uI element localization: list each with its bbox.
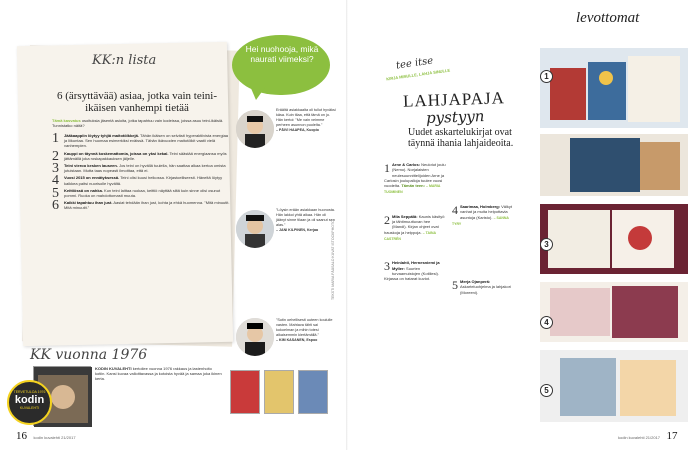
list-number: 1 — [52, 131, 59, 146]
history-title: KK vuonna 1976 — [30, 347, 148, 363]
list-item — [52, 173, 232, 189]
entry-text: Suurten turvaamuistojen (Kotiliesi). Kirjassa on hatarat kuviot. — [384, 265, 439, 282]
entry — [384, 162, 446, 196]
list-title: KK:n lista — [92, 53, 157, 68]
quote-text: "Löysin erään asiakkaan huonosta. Hän lakkoi yhtä aikaa. Hän oli jäänyt sinne tilaan ja oli saanut sen alas." — [276, 208, 335, 227]
list-intro — [52, 118, 232, 128]
list-item-text: Aasiat tehdään ihan just, kohta ja ehkä huomenna. "Mitä minuutit. Mitä minuutit." — [64, 200, 230, 211]
history-body: kertoilee vuonna 1976 rakkaus ja lastenhoito kotiin. Kansi kuvaa valloittavassa ja kotoista hyvää ja samaa joka ikinen kerta. — [95, 366, 222, 381]
history-lead: KODIN KUVALEHTI — [95, 366, 132, 371]
list-number: 4 — [52, 173, 59, 189]
list-number: 6 — [52, 198, 59, 214]
intro-lead: Tämä kasvatus — [52, 118, 81, 123]
column-2 — [452, 162, 514, 299]
entry-number: 5 — [452, 278, 458, 293]
bubble-question: Hei nuohooja, mikä naurati viimeksi? — [245, 44, 319, 64]
article-title-1: LAHJAPAJA — [402, 88, 506, 111]
photo-number-3: 3 — [540, 238, 553, 251]
tag-subtitle: KIRJA MINULLE, LAHJA SINULLE — [385, 67, 451, 82]
photo-number-1: 1 — [540, 70, 553, 83]
list-item — [52, 161, 232, 177]
intro-text: osoituksia jäsentä asioita, jotka tapahtuu vain kodeissa, joissa asuu teini-ikäisiä. Tunnistatko näitä? — [52, 118, 224, 129]
page-number: 16 — [16, 430, 27, 442]
column-1 — [384, 162, 446, 285]
book-photo-4 — [540, 282, 688, 342]
list-item-title: Keittiössä on nahka. — [64, 187, 103, 193]
numbered-list — [52, 133, 232, 213]
entry-text: Välkyt vanhat ja muita helpottavia asuntoja (Karisto). — [460, 204, 513, 220]
magazine-covers — [230, 370, 332, 425]
entry-credit: – MARIA TUOMINEN — [384, 184, 441, 195]
sweep-photo-1 — [236, 110, 274, 148]
tama-teen: Tämän teen: — [401, 183, 425, 189]
magazine-name: kodin kuvalehti 21/2017 — [33, 435, 76, 440]
page-number: 17 — [666, 430, 678, 442]
entry-title: Heinlahti, Hernesniemi ja Myller: — [392, 260, 440, 271]
list-item-title: Kauppi on täynnä koskemattomia, joissa on yksi kekal. — [64, 150, 169, 156]
badge-top: TERVETULOA 1976 — [13, 390, 46, 394]
list-item-title: Jääkaappiin löytyy tyhjiä maitotölkkejä. — [64, 133, 139, 138]
quote-2 — [276, 208, 336, 233]
quote-text: "Sotin oehellisesti uuteen koululle vasten. Mahtava tähti sai kokoelman ja mihin totesi aikaisemmin kiertämällä." — [276, 318, 333, 337]
list-item — [52, 185, 232, 201]
entry-number: 3 — [384, 259, 390, 274]
quote-text: Eräältä asiakkaalta oli tullut hyväksi käsa. Kuin tilaa, että tämä on jo. Hän kertoi: "Me vain veimme perheen asunnon puolelta." — [276, 108, 336, 127]
quote-signature: – KIM KASANEN, Espoo — [276, 338, 318, 342]
list-item-title: Teini vieroo kesken lauseen. — [64, 163, 118, 169]
entry-text: Kaunis käsityö ja tähtimuuttuvan hee (Mandi). Kirjan ohjeet ovat hauskoja ja helppoja. — [384, 213, 445, 235]
list-item-title: Vuosi 2015 on ennätyksessä. — [64, 175, 120, 181]
book-photo-5 — [540, 350, 688, 422]
right-page — [348, 0, 696, 450]
list-item-text: Jos teini on hyvällä tuulella, hän saattaa alkaa kertoa omista jutuistaan. Mutta taas nopeasti ilmoittaa, että ei. — [64, 163, 226, 174]
book-photo-1 — [540, 48, 688, 128]
sweep-photo-3 — [236, 318, 274, 356]
entry-number: 2 — [384, 212, 390, 227]
photo-number-5: 5 — [540, 384, 553, 397]
article-subhead: Uudet askartelukirjat ovat täynnä ihania lahjaideoita. — [408, 127, 514, 149]
magazine-cover — [298, 370, 328, 414]
entry-title: Merja Ojanperä: — [460, 279, 491, 285]
magazine-name: kodin kuvalehti 21/2017 — [618, 435, 661, 440]
page-footer-right — [618, 430, 678, 442]
quote-signature: – JANI KILPINEN, Kerjaa — [276, 228, 318, 232]
entry-credit: – SANNA TYRY — [452, 215, 509, 226]
entry-number: 4 — [452, 203, 458, 217]
speech-bubble-tail — [250, 86, 266, 100]
list-item-title: Kaikki tapahtuu ihan just. — [64, 200, 113, 206]
entry — [384, 260, 446, 281]
list-number: 5 — [52, 185, 59, 201]
book-photo-2 — [540, 134, 688, 196]
photo-credit: TEKSTI MARIA PÄÄSALO KUVAT ISTOCKPHOTO — [331, 220, 335, 300]
book-photo-3 — [540, 204, 688, 274]
list-headline: 6 (ärsyttävää) asiaa, jotka vain teini-ikäisen vanhempi tietää — [56, 90, 218, 114]
list-item-text: Tähän ikäisen on selvästi hyperaktiivista energiaa ja liikuntaa. Sen huomaa esimerkiksi eväissä. Tähän ikävuoden maitotölkit vaatii vielä vanhempien. — [64, 133, 229, 149]
page-footer-left — [16, 430, 76, 442]
entry-credit: – TAINA CASTRÉN — [384, 230, 436, 241]
quote-1 — [276, 108, 336, 133]
magazine-cover — [264, 370, 294, 414]
list-number: 2 — [52, 148, 59, 164]
list-item-text: Teini säästää energiaansa myös jättämällä joka roskapakkauksen jäljelle. — [64, 150, 227, 161]
list-item-text: Teini olisi kuusi heikossa. Kirjastoelliseesti. Häneltä löytyy kaikkea paitsi nuorisolle hyvältä. — [64, 175, 223, 186]
photo-number-4: 4 — [540, 316, 553, 329]
quote-3 — [276, 318, 336, 343]
quote-signature: – PÄIVI HAAPEA, Kuopio — [276, 128, 319, 132]
badge-main: kodin — [14, 394, 45, 406]
list-item — [52, 148, 232, 164]
list-number: 3 — [52, 161, 59, 177]
entry — [452, 279, 514, 295]
entry-title: Saarimaa, Holmberg: — [460, 204, 501, 209]
history-text — [95, 366, 223, 381]
list-item-text: Kun teini laittaa ruokaa, keittiö näyttää siltä kuin sinne olisi osunut pommi. Ruoka on mahdottomasti muuta. — [64, 187, 221, 199]
list-item — [52, 198, 232, 214]
kodin-badge — [7, 380, 52, 425]
sweep-photo-2 — [236, 210, 274, 248]
entry-text: Askarteluohjelma ja lahjakori (Moreeni). — [460, 284, 511, 295]
magazine-cover — [230, 370, 260, 414]
badge-bottom: KUVALEHTI — [19, 406, 40, 410]
entry-title: Arne & Carlos: — [392, 162, 421, 167]
entry-number: 1 — [384, 161, 390, 175]
article-title-2: pystyyn — [425, 106, 485, 128]
entry-title: Mila Seppälä: — [392, 213, 418, 219]
list-item — [52, 133, 232, 149]
section-title: levottomat — [576, 10, 640, 26]
entry-text: Neulotut joulu (Nemo). Norjalaisten neulesuunnittelijoiden Arne ja Carlosin joulupalloja tuulee vuosi vuodelta. — [384, 162, 446, 189]
entry — [384, 214, 446, 242]
entry — [452, 204, 514, 227]
tag-title: tee itse — [395, 55, 434, 72]
